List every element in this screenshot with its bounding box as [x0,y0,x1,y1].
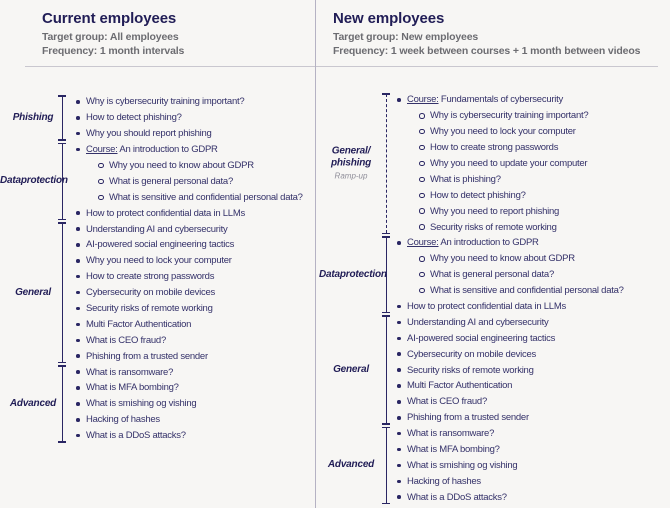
list-item-text: Why is cybersecurity training important? [430,110,589,122]
frequency-text: Frequency: 1 week between courses + 1 month between videos [333,44,641,57]
list-item [419,187,670,203]
target-group-text: Target group: New employees [333,31,479,43]
bracket-bottom-tick [382,312,390,314]
group-bracket-line [62,96,63,140]
group-label-line: phishing [330,157,372,168]
bullet-icon [76,259,80,263]
list-item [419,124,670,140]
list-item [419,171,670,187]
list-item-text: Why you need to know about GDPR [430,253,575,265]
circle-bullet-icon [419,145,425,151]
list-item-text: Why is cybersecurity training important? [86,96,245,108]
list-item-text: What is CEO fraud? [407,396,487,408]
bullet-icon [397,241,401,245]
list-item-text: Security risks of remote working [86,303,213,315]
bullet-icon [397,448,401,452]
bullet-icon [397,464,401,468]
bullet-icon [76,100,80,104]
course-prefix: Course: [86,144,118,156]
group-label-line: General [15,286,51,298]
list-item [76,380,315,396]
bullet-icon [76,275,80,279]
list-item [397,394,670,410]
list-item [98,189,315,205]
bullet-icon [76,211,80,215]
list-item [76,205,315,221]
group-label [319,459,383,471]
topic-group [315,426,670,505]
topic-list [76,94,315,142]
topic-list [76,364,315,443]
group-label [319,145,383,182]
group-label [319,364,383,376]
list-item [397,457,670,473]
circle-bullet-icon [419,224,425,230]
list-item [76,285,315,301]
group-label [0,175,66,187]
bullet-icon [397,400,401,404]
list-item [397,330,670,346]
bullet-icon [76,323,80,327]
bullet-icon [76,132,80,136]
list-item-text: What is smishing og vishing [407,459,518,471]
list-item-text: What is a DDoS attacks? [86,430,186,442]
bullet-icon [397,352,401,356]
bracket-top-tick [58,222,66,224]
group-label-line: General/ [331,145,371,156]
list-item-text: Course: An introduction to GDPR [407,237,539,249]
circle-bullet-icon [419,256,425,262]
list-item-text: Why you need to update your computer [430,158,588,169]
list-item-text: Security risks of remote working [430,221,557,233]
bullet-icon [397,432,401,436]
group-label [0,112,66,124]
list-item-text: Course: Fundamentals of cybersecurity [407,94,564,106]
bullet-icon [76,386,80,390]
list-item [76,142,315,158]
bracket-bottom-tick [58,362,66,364]
bullet-icon [397,305,401,309]
bracket-bottom-tick [382,233,390,235]
group-label-line: Dataprotection [319,268,387,280]
list-item-text: Cybersecurity on mobile devices [407,348,537,360]
bullet-icon [397,480,401,484]
bracket-bottom-tick [58,441,66,443]
topic-list [76,142,315,221]
bullet-icon [76,418,80,422]
bullet-icon [76,148,80,152]
circle-bullet-icon [419,129,425,135]
bullet-icon [76,354,80,358]
bracket-top-tick [58,95,66,97]
bullet-icon [397,495,401,499]
list-item-text: What is MFA bombing? [86,382,179,394]
circle-bullet-icon [98,179,104,185]
topic-group [0,364,315,443]
list-item-text: What is ransomware? [407,428,495,440]
course-prefix: Course: [407,237,439,249]
list-item-text: What is CEO fraud? [86,334,166,346]
list-item [76,364,315,380]
bullet-icon [76,402,80,406]
topic-list [397,314,670,425]
topic-group [315,92,670,235]
topic-list [76,221,315,364]
bullet-icon [397,98,401,102]
list-item [419,219,670,235]
list-item [76,221,315,237]
bullet-icon [76,434,80,438]
bullet-icon [76,370,80,374]
current-employees-column [0,94,315,444]
list-item-text: What is general personal data? [109,175,233,187]
bullet-icon [76,307,80,311]
circle-bullet-icon [98,163,104,169]
list-item [76,301,315,317]
list-item-text: Multi Factor Authentication [86,318,192,330]
list-item-text: What is sensitive and confidential personal data? [109,191,303,203]
list-item-text: AI-powered social engineering tactics [86,239,235,251]
list-item [397,378,670,394]
bullet-icon [76,339,80,343]
list-item [76,412,315,428]
list-item-text: Why you should report phishing [86,128,212,140]
bracket-top-tick [382,236,390,238]
list-item [419,251,670,267]
column-title: New employees [333,10,445,27]
list-item [419,267,670,283]
circle-bullet-icon [98,195,104,201]
course-prefix: Course: [407,94,439,106]
bullet-icon [397,416,401,420]
circle-bullet-icon [419,113,425,119]
topic-group [315,314,670,425]
group-bracket-line [62,366,63,441]
topic-group [0,94,315,142]
list-item-text: Phishing from a trusted sender [86,350,208,362]
group-sublabel: Ramp-up [334,171,368,180]
list-item [76,253,315,269]
list-item [397,410,670,426]
topic-group [0,221,315,364]
group-label-line: Advanced [327,459,375,471]
circle-bullet-icon [419,288,425,294]
list-item-text: What is general personal data? [430,269,554,281]
group-bracket-line [386,316,387,423]
bullet-icon [76,227,80,231]
list-item [76,94,315,110]
group-label [0,398,66,410]
list-item-text: How to create strong passwords [86,271,215,283]
list-item [76,348,315,364]
list-item-text: How to detect phishing? [86,112,182,124]
circle-bullet-icon [419,272,425,278]
list-item [98,173,315,189]
bracket-top-tick [58,143,66,145]
list-item [419,140,670,156]
list-item-text: How to protect confidential data in LLMs [407,301,566,313]
list-item [76,126,315,142]
group-bracket-line [62,223,63,362]
list-item-text: Why you need to know about GDPR [109,160,254,171]
list-item-text: Phishing from a trusted sender [407,412,529,424]
frequency-text: Frequency: 1 month intervals [42,44,185,57]
topic-list [397,235,670,314]
list-item-text: Security risks of remote working [407,364,534,376]
bullet-icon [76,243,80,247]
bullet-icon [397,321,401,325]
list-item [419,108,670,124]
list-item-text: What is phishing? [430,173,501,185]
list-item [397,362,670,378]
list-item-text: AI-powered social engineering tactics [407,332,556,344]
bullet-icon [397,384,401,388]
list-item-text: Multi Factor Authentication [407,380,513,392]
list-item [76,332,315,348]
group-bracket-line [386,94,387,233]
new-employees-header [333,10,640,58]
bracket-bottom-tick [58,139,66,141]
list-item-text: How to protect confidential data in LLMs [86,207,245,219]
list-item-text: What is MFA bombing? [407,444,500,456]
header-rule-right [316,66,658,67]
list-item [76,316,315,332]
bullet-icon [76,291,80,295]
list-item [419,283,670,299]
list-item [397,92,670,108]
list-item-text: Why you need to report phishing [430,205,560,217]
list-item [397,314,670,330]
list-item [76,110,315,126]
list-item-text: Cybersecurity on mobile devices [86,287,216,299]
list-item [397,442,670,458]
topic-list [397,92,670,235]
bracket-bottom-tick [382,423,390,425]
list-item-text: How to create strong passwords [430,142,559,154]
circle-bullet-icon [419,177,425,183]
list-item [76,428,315,444]
group-label-line: Phishing [12,111,54,123]
list-item-text: Understanding AI and cybersecurity [407,316,549,328]
group-label [319,268,387,281]
list-item [397,235,670,251]
list-item [397,346,670,362]
list-item [397,299,670,315]
list-item-text: What is ransomware? [86,366,174,378]
list-item [397,426,670,442]
list-item [76,396,315,412]
list-item-text: What is sensitive and confidential personal data? [430,285,624,297]
list-item-text: Understanding AI and cybersecurity [86,223,228,235]
list-item [419,156,670,172]
topic-group [0,142,315,221]
group-label-line: Advanced [9,397,57,409]
group-bracket-line [386,237,387,312]
bracket-top-tick [382,315,390,317]
bracket-top-tick [382,93,390,95]
bullet-icon [397,337,401,341]
bullet-icon [76,116,80,120]
bracket-top-tick [382,427,390,429]
group-bracket-line [62,144,63,219]
bullet-icon [397,368,401,372]
bracket-bottom-tick [58,219,66,221]
group-label-line: General [333,364,369,376]
group-label-line: Dataprotection [0,175,68,187]
bracket-top-tick [58,365,66,367]
circle-bullet-icon [419,193,425,199]
list-item [397,473,670,489]
list-item-text: Why you need to lock your computer [430,126,576,138]
target-group-text: Target group: All employees [42,31,179,43]
header-rule-left [25,66,315,67]
circle-bullet-icon [419,208,425,214]
list-item [397,489,670,505]
list-item [98,158,315,174]
list-item [419,203,670,219]
list-item-text: Why you need to lock your computer [86,255,232,267]
bracket-bottom-tick [382,503,390,505]
circle-bullet-icon [419,161,425,167]
list-item [76,269,315,285]
column-title: Current employees [42,10,177,27]
list-item-text: Hacking of hashes [407,475,481,487]
group-bracket-line [386,428,387,503]
group-label [0,287,66,299]
list-item [76,237,315,253]
list-item-text: Course: An introduction to GDPR [86,144,218,156]
list-item-text: What is smishing og vishing [86,398,197,410]
list-item-text: Hacking of hashes [86,414,160,426]
list-item-text: What is a DDoS attacks? [407,491,507,503]
topic-list [397,426,670,505]
current-employees-header [42,10,184,58]
new-employees-column [315,92,670,505]
list-item-text: How to detect phishing? [430,189,526,201]
topic-group [315,235,670,314]
